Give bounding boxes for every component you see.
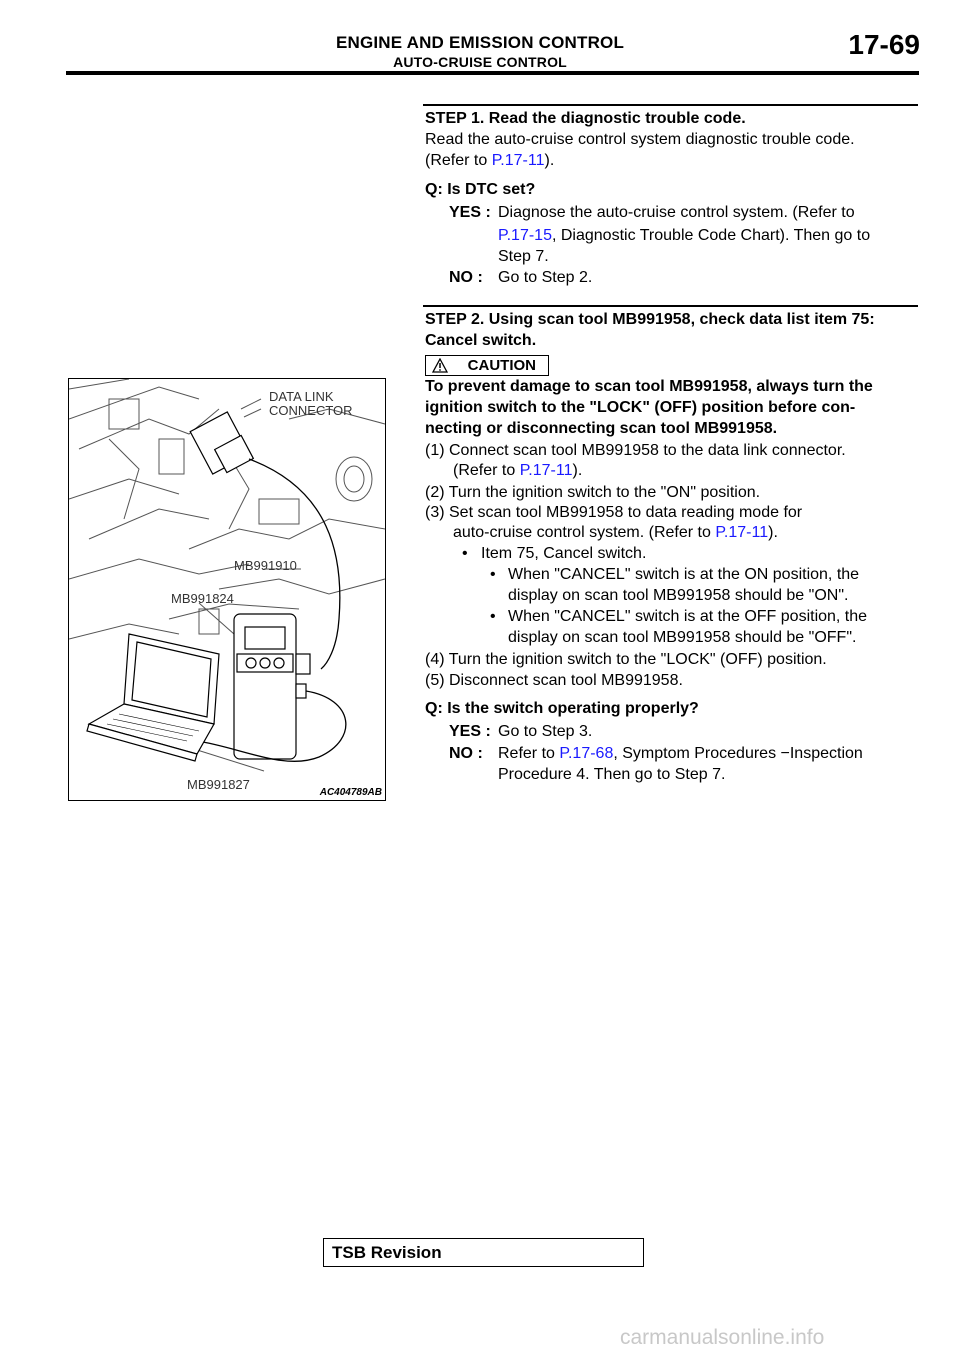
step2-item-1: (1) Connect scan tool MB991958 to the data link connector. (425, 442, 846, 459)
section-subtitle: AUTO-CRUISE CONTROL (393, 54, 567, 70)
step1-yes-label: YES : (449, 204, 491, 221)
step1-yes-text-3: Step 7. (498, 248, 549, 265)
link-p17-11[interactable]: P.17-11 (519, 462, 573, 479)
link-p17-11[interactable]: P.17-11 (715, 524, 769, 541)
sub-bullet-off-1: When "CANCEL" switch is at the OFF position, the (508, 608, 868, 625)
page-number: 17-69 (848, 29, 920, 60)
callout-dlc-2: CONNECTOR (269, 403, 353, 418)
link-p17-11[interactable]: P.17-11 (491, 152, 545, 169)
caution-text-2: ignition switch to the "LOCK" (OFF) position before con- (425, 399, 856, 416)
figure-id: AC404789AB (319, 787, 382, 798)
bullet-dot: • (490, 566, 496, 583)
step1-text: Read the auto-cruise control system diagnostic trouble code. (425, 131, 855, 148)
step2-no-text-2: Procedure 4. Then go to Step 7. (498, 766, 726, 783)
warning-icon (432, 358, 448, 373)
section-title: ENGINE AND EMISSION CONTROL (335, 33, 625, 52)
sub-bullet-on-1: When "CANCEL" switch is at the ON position, the (508, 566, 860, 583)
caution-text-1: To prevent damage to scan tool MB991958, always turn the (425, 378, 873, 395)
step1-refer: (Refer to P.17-11). (425, 152, 555, 169)
sub-bullet-on-2: display on scan tool MB991958 should be "ON". (508, 587, 849, 604)
step2-item-3: (3) Set scan tool MB991958 to data reading mode for (425, 504, 803, 521)
step2-heading-2: Cancel switch. (425, 332, 537, 349)
step2-rule (423, 305, 918, 307)
step1-question: Q: Is DTC set? (425, 181, 536, 198)
callout-dlc-1: DATA LINK (269, 389, 334, 404)
header-rule (66, 71, 919, 75)
link-p17-15[interactable]: P.17-15 (498, 227, 552, 244)
step2-item-1-refer: (Refer to P.17-11). (453, 462, 583, 479)
sub-bullet-off-2: display on scan tool MB991958 should be "OFF". (508, 629, 857, 646)
step2-item-2: (2) Turn the ignition switch to the "ON" position. (425, 484, 761, 501)
link-p17-68[interactable]: P.17-68 (559, 745, 614, 762)
step2-no-label: NO : (449, 745, 483, 762)
step2-item-3-refer: auto-cruise control system. (Refer to P.17-11). (453, 524, 778, 541)
callout-mb991910: MB991910 (234, 558, 297, 573)
step2-question: Q: Is the switch operating properly? (425, 700, 699, 717)
step1-heading: STEP 1. Read the diagnostic trouble code. (425, 110, 746, 127)
step2-no-text: Refer to P.17-68, Symptom Procedures −Inspection (498, 745, 863, 762)
callout-mb991827: MB991827 (187, 777, 250, 792)
step1-no-text: Go to Step 2. (498, 269, 593, 286)
figure-scan-tool-connection (68, 378, 386, 801)
watermark: carmanualsonline.info (620, 1326, 825, 1349)
bullet-dot: • (490, 608, 496, 625)
step2-item-4: (4) Turn the ignition switch to the "LOCK" (OFF) position. (425, 651, 827, 668)
bullet-dot: • (462, 545, 468, 562)
step1-yes-text-2: P.17-15, Diagnostic Trouble Code Chart). Then go to (498, 227, 871, 244)
caution-box: CAUTION (425, 355, 549, 376)
callout-mb991824: MB991824 (171, 591, 234, 606)
step1-yes-text: Diagnose the auto-cruise control system. (Refer to (498, 204, 855, 221)
step2-yes-label: YES : (449, 723, 491, 740)
step2-heading: STEP 2. Using scan tool MB991958, check data list item 75: (425, 311, 875, 328)
caution-text-3: necting or disconnecting scan tool MB991958. (425, 420, 778, 437)
bullet-item-75: Item 75, Cancel switch. (481, 545, 647, 562)
figure-drawing (69, 379, 385, 800)
step1-rule (423, 104, 918, 106)
step2-item-5: (5) Disconnect scan tool MB991958. (425, 672, 683, 689)
step2-yes-text: Go to Step 3. (498, 723, 593, 740)
step1-no-label: NO : (449, 269, 483, 286)
tsb-revision-box: TSB Revision (323, 1238, 644, 1267)
